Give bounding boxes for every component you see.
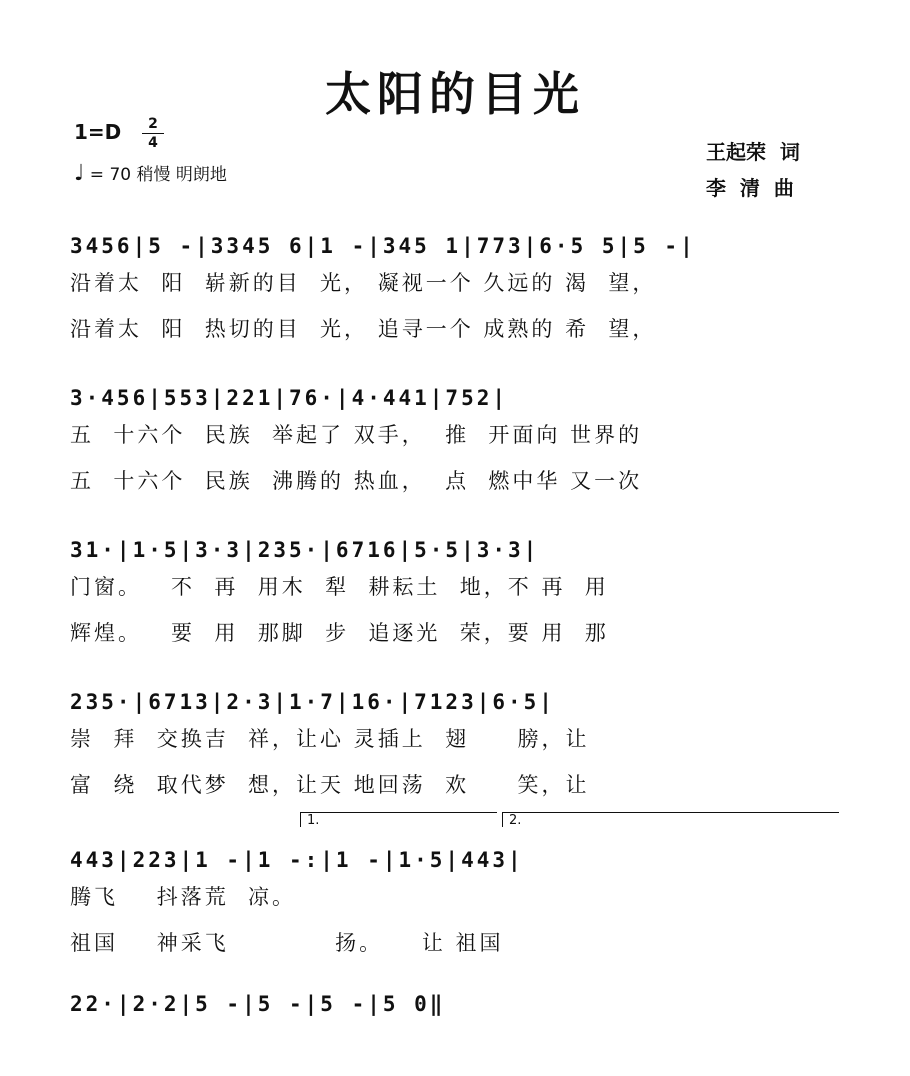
notation-line: 31·|1·5|3·3|235·|6716|5·5|3·3| bbox=[70, 538, 540, 562]
key-signature: 1=D bbox=[74, 120, 122, 144]
time-signature-divider bbox=[142, 133, 164, 134]
lyricist-credit: 王起荣 词 bbox=[706, 140, 800, 164]
lyric-verse-2: 祖国 神采飞 扬。 让 祖国 bbox=[70, 931, 504, 955]
notation-line: 22·|2·2|5 -|5 -|5 -|5 0‖ bbox=[70, 992, 446, 1016]
notation-line: 3·456|553|221|76·|4·441|752| bbox=[70, 386, 509, 410]
lyric-verse-2: 沿着太 阳 热切的目 光， 追寻一个 成熟的 希 望， bbox=[70, 317, 657, 341]
lyric-verse-1: 五 十六个 民族 举起了 双手， 推 开面向 世界的 bbox=[70, 423, 643, 447]
lyric-verse-2: 五 十六个 民族 沸腾的 热血， 点 燃中华 又一次 bbox=[70, 469, 643, 493]
lyric-verse-2: 富 绕 取代梦 想，让天 地回荡 欢 笑，让 bbox=[70, 773, 590, 797]
lyric-verse-1: 门窗。 不 再 用木 犁 耕耘土 地，不 再 用 bbox=[70, 575, 609, 599]
time-signature-top: 2 bbox=[148, 116, 158, 132]
notation-line: 443|223|1 -|1 -:|1 -|1·5|443| bbox=[70, 848, 524, 872]
time-signature-bottom: 4 bbox=[148, 135, 158, 151]
lyric-verse-2: 辉煌。 要 用 那脚 步 追逐光 荣，要 用 那 bbox=[70, 621, 609, 645]
volta-first-ending bbox=[300, 812, 497, 827]
time-signature bbox=[142, 116, 164, 151]
notation-line: 3456|5 -|3345 6|1 -|345 1|773|6·5 5|5 -| bbox=[70, 234, 696, 258]
notation-line: 235·|6713|2·3|1·7|16·|7123|6·5| bbox=[70, 690, 555, 714]
lyric-verse-1: 崇 拜 交换吉 祥，让心 灵插上 翅 膀，让 bbox=[70, 727, 590, 751]
volta-label: 1. bbox=[307, 813, 320, 828]
volta-label: 2. bbox=[509, 813, 522, 828]
song-title: 太阳的目光 bbox=[325, 67, 585, 121]
lyric-verse-1: 沿着太 阳 崭新的目 光， 凝视一个 久远的 渴 望， bbox=[70, 271, 657, 295]
credits bbox=[706, 134, 800, 206]
tempo-text: = 70 稍慢 明朗地 bbox=[89, 165, 227, 185]
quarter-note-icon: ♩ bbox=[74, 161, 85, 186]
tempo-marking bbox=[74, 160, 227, 186]
composer-credit: 李 清 曲 bbox=[706, 176, 794, 200]
volta-second-ending bbox=[502, 812, 839, 827]
lyric-verse-1: 腾飞 抖落荒 凉。 bbox=[70, 885, 297, 909]
